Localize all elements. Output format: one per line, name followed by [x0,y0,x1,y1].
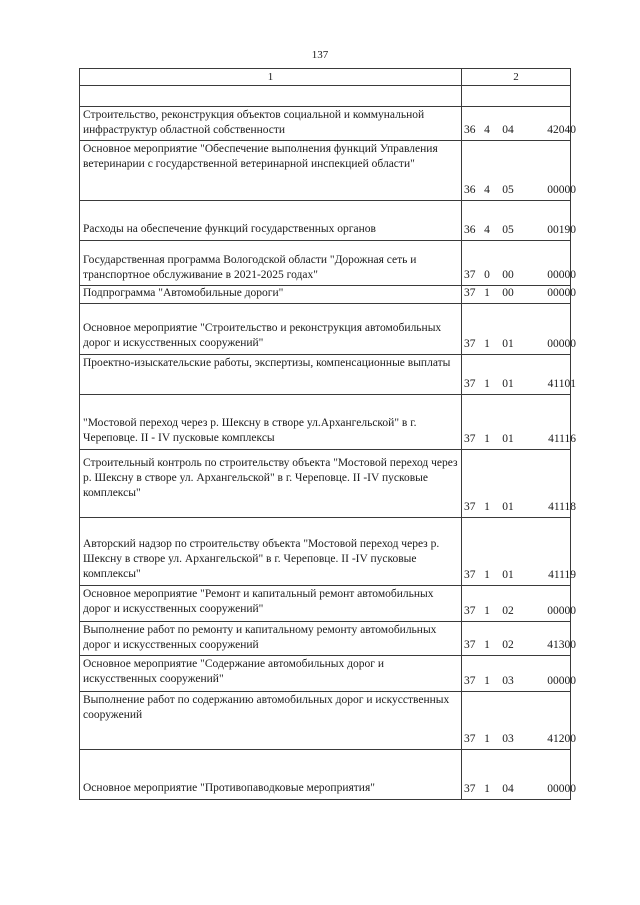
row-code: 37 1 04 00000 [462,750,571,800]
row-name: Строительный контроль по строительству объекта "Мостовой переход через р. Шексну в створе ул. Архангельской" в г. Череповце. II -IV пусковые комплексы" [80,450,462,518]
row-code: 37 1 01 41101 [462,355,571,395]
row-code: 36 4 05 00190 [462,201,571,241]
table-row [80,450,571,518]
row-code: 37 1 01 41116 [462,395,571,450]
row-name: Авторский надзор по строительству объекта "Мостовой переход через р. Шексну в створе ул. Архангельской" в г. Череповце. II -IV пусковые комплексы" [80,518,462,586]
row-name: Государственная программа Вологодской области "Дорожная сеть и транспортное обслуживание в 2021-2025 годах" [80,241,462,286]
budget-classification-table [79,68,576,800]
row-code: 37 1 01 00000 [462,304,571,355]
spacer-row [80,86,571,107]
row-name: Выполнение работ по ремонту и капитальному ремонту автомобильных дорог и искусственных сооружений [80,622,462,656]
table-row [80,141,571,201]
table-row [80,750,571,800]
row-name: Основное мероприятие "Обеспечение выполнения функций Управления ветеринарии с государственной ветеринарной инспекцией области" [80,141,462,201]
row-name: "Мостовой переход через р. Шексну в створе ул.Архангельской" в г. Череповце. II - IV пусковые комплексы [80,395,462,450]
header-col-1: 1 [80,69,462,86]
row-code: 37 1 03 41200 [462,692,571,750]
table-row [80,518,571,586]
table-row [80,656,571,692]
row-name: Подпрограмма "Автомобильные дороги" [80,286,462,304]
row-code: 37 0 00 00000 [462,241,571,286]
row-code: 36 4 04 42040 [462,107,571,141]
table-row [80,201,571,241]
row-code: 36 4 05 00000 [462,141,571,201]
table-row [80,241,571,286]
table-row [80,355,571,395]
row-name: Основное мероприятие "Противопаводковые мероприятия" [80,750,462,800]
row-name: Основное мероприятие "Содержание автомобильных дорог и искусственных сооружений" [80,656,462,692]
row-name: Строительство, реконструкция объектов социальной и коммунальной инфраструктур областной собственности [80,107,462,141]
header-col-2: 2 [462,69,571,86]
table-row [80,286,571,304]
table-row [80,107,571,141]
page-number: 137 [311,49,329,61]
row-name: Проектно-изыскательские работы, экспертизы, компенсационные выплаты [80,355,462,395]
table-header-row [80,69,571,86]
row-name: Основное мероприятие "Строительство и реконструкция автомобильных дорог и искусственных сооружений" [80,304,462,355]
row-code: 37 1 01 41119 [462,518,571,586]
table-row [80,395,571,450]
row-code: 37 1 02 00000 [462,586,571,622]
row-name: Расходы на обеспечение функций государственных органов [80,201,462,241]
table-row [80,304,571,355]
row-code: 37 1 00 00000 [462,286,571,304]
row-name: Основное мероприятие "Ремонт и капитальный ремонт автомобильных дорог и искусственных сооружений" [80,586,462,622]
row-code: 37 1 03 00000 [462,656,571,692]
table-row [80,692,571,750]
table-row [80,586,571,622]
row-code: 37 1 01 41118 [462,450,571,518]
table-row [80,622,571,656]
row-code: 37 1 02 41300 [462,622,571,656]
row-name: Выполнение работ по содержанию автомобильных дорог и искусственных сооружений [80,692,462,750]
